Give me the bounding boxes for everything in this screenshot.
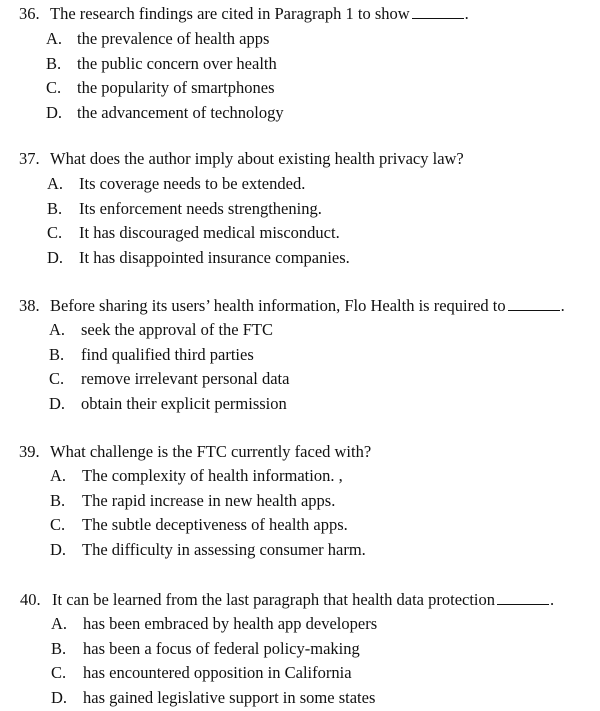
option-letter: C.	[47, 223, 63, 242]
option-text: The rapid increase in new health apps.	[82, 490, 336, 510]
option-letter: C.	[49, 369, 65, 388]
option-letter: A.	[49, 320, 66, 339]
options-list	[0, 464, 600, 562]
option-a	[0, 172, 600, 197]
option-letter: C.	[51, 663, 67, 682]
option-text: has been a focus of federal policy-making	[83, 638, 360, 658]
question-stem	[50, 294, 565, 318]
option-text: the prevalence of health apps	[77, 29, 270, 48]
answer-blank	[412, 3, 464, 19]
question-number: 36.	[19, 4, 40, 23]
option-c	[0, 661, 600, 686]
question-stem: What challenge is the FTC currently faced with?	[50, 442, 372, 461]
blank-period: .	[550, 590, 555, 609]
option-text: has been embraced by health app developers	[83, 614, 378, 633]
question-stem: What does the author imply about existing health privacy law?	[50, 149, 464, 168]
option-a	[0, 318, 600, 343]
option-text: It has discouraged medical misconduct.	[79, 223, 340, 242]
option-text: the popularity of smartphones	[77, 78, 275, 97]
question-40	[0, 588, 600, 710]
option-letter: A.	[51, 614, 68, 633]
question-number: 38.	[19, 296, 40, 315]
options-list	[0, 172, 600, 270]
option-letter: D.	[47, 247, 64, 267]
options-list	[0, 27, 600, 125]
option-letter: C.	[46, 78, 62, 97]
option-letter: D.	[51, 687, 68, 707]
option-b	[0, 52, 600, 77]
answer-blank	[508, 295, 560, 311]
option-text: the public concern over health	[77, 53, 277, 73]
option-letter: B.	[50, 490, 66, 510]
options-list	[0, 612, 600, 710]
question-stem-line	[0, 2, 600, 26]
option-d	[0, 392, 600, 417]
question-stem	[50, 2, 469, 26]
option-text: The subtle deceptiveness of health apps.	[82, 515, 348, 534]
question-number: 40.	[20, 590, 41, 609]
question-36	[0, 2, 600, 125]
option-letter: A.	[50, 466, 67, 485]
option-a	[0, 612, 600, 637]
question-stem-text: Before sharing its users’ health information, Flo Health is required to	[50, 296, 506, 315]
option-text: The complexity of health information. ,	[82, 466, 343, 485]
option-c	[0, 513, 600, 538]
option-letter: A.	[46, 29, 63, 48]
option-d	[0, 101, 600, 126]
option-letter: B.	[46, 53, 62, 73]
option-text: find qualified third parties	[81, 344, 254, 364]
question-stem-line	[0, 588, 600, 612]
option-letter: B.	[51, 638, 67, 658]
question-stem-line	[0, 294, 600, 318]
option-letter: B.	[49, 344, 65, 364]
option-text: seek the approval of the FTC	[81, 320, 273, 339]
option-text: It has disappointed insurance companies.	[79, 247, 350, 267]
option-text: Its enforcement needs strengthening.	[79, 198, 322, 218]
question-stem-text: It can be learned from the last paragraph that health data protection	[52, 590, 496, 609]
option-a	[0, 464, 600, 489]
option-letter: A.	[47, 174, 64, 193]
blank-period: .	[560, 296, 565, 315]
question-number: 37.	[19, 149, 40, 168]
question-stem-text: The research findings are cited in Paragraph 1 to show	[50, 4, 410, 23]
option-b	[0, 197, 600, 222]
option-b	[0, 489, 600, 514]
blank-period: .	[464, 4, 469, 23]
question-number: 39.	[19, 442, 40, 461]
question-stem-line	[0, 440, 600, 464]
option-c	[0, 367, 600, 392]
option-text: obtain their explicit permission	[81, 393, 287, 413]
option-letter: C.	[50, 515, 66, 534]
option-d	[0, 538, 600, 563]
option-letter: D.	[49, 393, 66, 413]
option-letter: D.	[46, 102, 63, 122]
option-letter: B.	[47, 198, 63, 218]
option-letter: D.	[50, 539, 67, 559]
option-c	[0, 221, 600, 246]
option-text: the advancement of technology	[77, 102, 284, 122]
option-b	[0, 343, 600, 368]
option-text: has encountered opposition in California	[83, 663, 352, 682]
option-text: The difficulty in assessing consumer harm.	[82, 539, 366, 559]
question-stem-line	[0, 147, 600, 171]
question-37	[0, 147, 600, 270]
option-text: remove irrelevant personal data	[81, 369, 290, 388]
option-text: has gained legislative support in some states	[83, 687, 376, 707]
option-text: Its coverage needs to be extended.	[79, 174, 306, 193]
options-list	[0, 318, 600, 416]
answer-blank	[497, 589, 549, 605]
option-c	[0, 76, 600, 101]
option-d	[0, 246, 600, 271]
option-d	[0, 686, 600, 711]
option-a	[0, 27, 600, 52]
question-stem	[52, 588, 554, 612]
option-b	[0, 637, 600, 662]
question-39	[0, 440, 600, 562]
question-38	[0, 294, 600, 416]
